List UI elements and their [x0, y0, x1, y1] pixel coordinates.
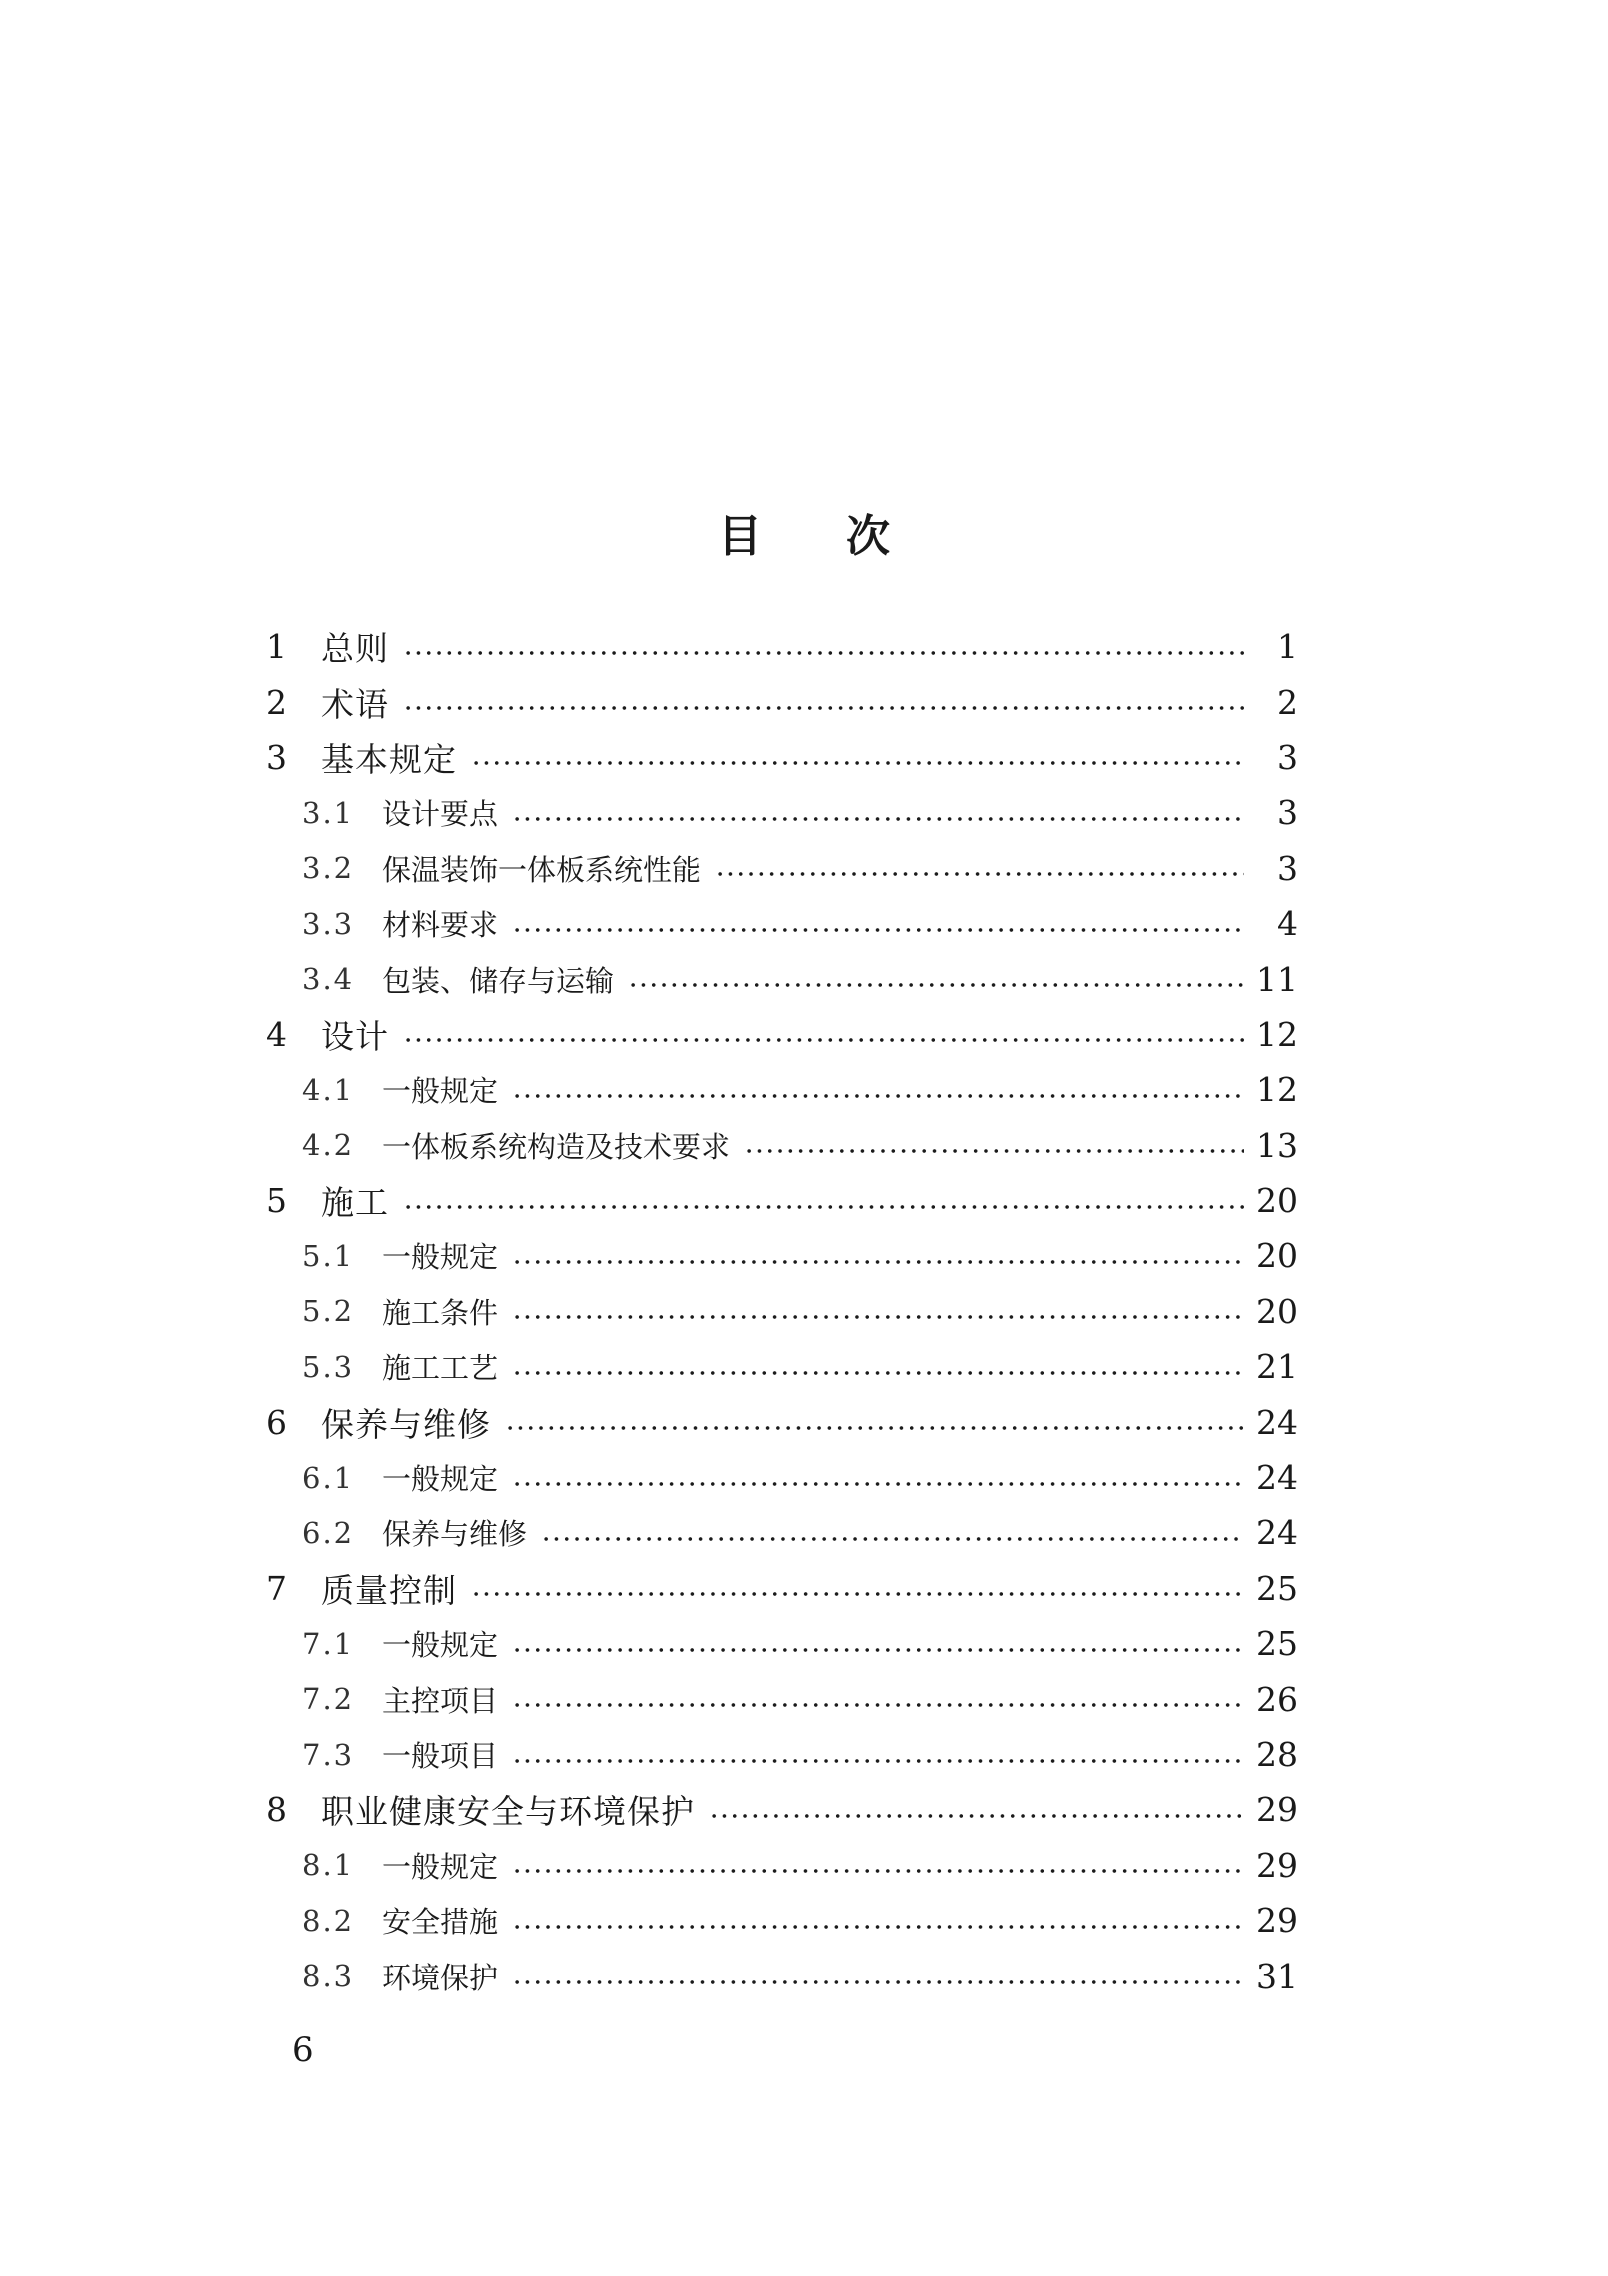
dot-leader — [541, 1536, 1244, 1542]
page-number: 6 — [292, 2030, 314, 2070]
toc-entry-number: 8.2 — [302, 1903, 355, 1938]
page-title: 目次 — [718, 511, 974, 563]
toc-entry-label: 保养与维修 — [321, 1404, 491, 1444]
toc-entry-number: 7.1 — [302, 1626, 355, 1661]
toc-section-entry[interactable] — [266, 1616, 1298, 1671]
toc-entry-number: 4.1 — [302, 1072, 355, 1107]
toc-section-entry[interactable] — [266, 1727, 1298, 1782]
dot-leader — [512, 1868, 1244, 1874]
toc-entry-label: 包装、储存与运输 — [382, 963, 615, 998]
dot-leader — [512, 927, 1244, 933]
toc-entry-page: 20 — [1256, 1291, 1298, 1331]
dot-leader — [512, 1702, 1244, 1708]
toc-entry-label: 施工 — [321, 1183, 389, 1223]
toc-entry-page: 29 — [1256, 1901, 1298, 1941]
toc-entry-page: 25 — [1256, 1624, 1298, 1664]
dot-leader — [471, 1591, 1244, 1597]
toc-entry-label: 一般规定 — [382, 1849, 499, 1884]
toc-section-entry[interactable] — [266, 785, 1298, 840]
toc-entry-label: 基本规定 — [321, 739, 457, 779]
toc-entry-number: 8.3 — [302, 1959, 355, 1994]
dot-leader — [715, 871, 1244, 877]
dot-leader — [628, 982, 1244, 988]
toc-entry-page: 13 — [1256, 1125, 1298, 1165]
dot-leader — [403, 1037, 1244, 1043]
toc-section-entry[interactable] — [266, 1505, 1298, 1560]
toc-entry-number: 3.1 — [302, 795, 355, 830]
dot-leader — [512, 1259, 1244, 1265]
dot-leader — [512, 816, 1244, 822]
dot-leader — [403, 650, 1244, 656]
toc-chapter-entry[interactable] — [266, 730, 1298, 785]
toc-section-entry[interactable] — [266, 1284, 1298, 1339]
toc-entry-label: 一体板系统构造及技术要求 — [382, 1129, 731, 1164]
toc-entry-page: 26 — [1256, 1679, 1298, 1719]
toc-entry-number: 3 — [266, 737, 287, 777]
toc-entry-label: 设计要点 — [382, 797, 499, 832]
toc-entry-number: 7.2 — [302, 1682, 355, 1717]
toc-entry-label: 术语 — [321, 684, 389, 724]
toc-entry-number: 5 — [266, 1181, 287, 1221]
toc-entry-page: 29 — [1256, 1845, 1298, 1885]
toc-entry-page: 1 — [1277, 627, 1298, 667]
toc-entry-page: 20 — [1256, 1181, 1298, 1221]
toc-chapter-entry[interactable] — [266, 1173, 1298, 1228]
toc-entry-page: 20 — [1256, 1236, 1298, 1276]
dot-leader — [512, 1979, 1244, 1985]
dot-leader — [512, 1093, 1244, 1099]
toc-entry-page: 4 — [1277, 904, 1298, 944]
toc-entry-page: 11 — [1256, 959, 1298, 999]
toc-entry-page: 21 — [1256, 1347, 1298, 1387]
toc-entry-page: 24 — [1256, 1513, 1298, 1553]
toc-entry-page: 29 — [1256, 1790, 1298, 1830]
dot-leader — [709, 1813, 1244, 1819]
toc-entry-number: 4.2 — [302, 1128, 355, 1163]
toc-entry-number: 8 — [266, 1790, 287, 1830]
toc-entry-label: 主控项目 — [382, 1683, 499, 1718]
toc-section-entry[interactable] — [266, 1450, 1298, 1505]
toc-entry-label: 保温装饰一体板系统性能 — [382, 852, 702, 887]
dot-leader — [403, 705, 1244, 711]
toc-entry-number: 2 — [266, 682, 287, 722]
toc-section-entry[interactable] — [266, 841, 1298, 896]
toc-entry-page: 28 — [1256, 1735, 1298, 1774]
toc-entry-number: 3.3 — [302, 906, 355, 941]
toc-entry-label: 设计 — [321, 1016, 389, 1056]
toc-entry-number: 7 — [266, 1568, 287, 1608]
toc-entry-page: 3 — [1277, 737, 1298, 777]
toc-entry-page: 25 — [1256, 1568, 1298, 1608]
toc-entry-label: 职业健康安全与环境保护 — [321, 1792, 695, 1832]
toc-section-entry[interactable] — [266, 1339, 1298, 1394]
toc-entry-page: 12 — [1256, 1070, 1298, 1110]
toc-entry-label: 一般规定 — [382, 1462, 499, 1497]
toc-entry-page: 31 — [1256, 1956, 1298, 1996]
toc-entry-page: 24 — [1256, 1458, 1298, 1498]
toc-section-entry[interactable] — [266, 1118, 1298, 1173]
toc-entry-number: 3.4 — [302, 962, 355, 997]
toc-entry-number: 3.2 — [302, 851, 355, 886]
toc-entry-number: 5.3 — [302, 1349, 355, 1384]
toc-section-entry[interactable] — [266, 1228, 1298, 1283]
toc-entry-label: 环境保护 — [382, 1960, 499, 1995]
dot-leader — [512, 1314, 1244, 1320]
toc-chapter-entry[interactable] — [266, 1782, 1298, 1837]
dot-leader — [512, 1924, 1244, 1930]
toc-entry-number: 6.1 — [302, 1460, 355, 1495]
dot-leader — [744, 1148, 1244, 1154]
toc-chapter-entry[interactable] — [266, 1007, 1298, 1062]
toc-chapter-entry[interactable] — [266, 1394, 1298, 1449]
toc-entry-label: 安全措施 — [382, 1905, 499, 1940]
toc-section-entry[interactable] — [266, 1948, 1298, 2003]
toc-chapter-entry[interactable] — [266, 619, 1298, 674]
toc-section-entry[interactable] — [266, 1671, 1298, 1726]
toc-entry-page: 12 — [1256, 1014, 1298, 1054]
toc-entry-number: 5.1 — [302, 1238, 355, 1273]
toc-section-entry[interactable] — [266, 1062, 1298, 1117]
dot-leader — [471, 760, 1244, 766]
toc-entry-number: 4 — [266, 1014, 287, 1054]
toc-entry-page: 2 — [1277, 682, 1298, 722]
toc-entry-number: 1 — [266, 627, 287, 667]
dot-leader — [512, 1758, 1244, 1764]
dot-leader — [403, 1204, 1244, 1210]
toc-section-entry[interactable] — [266, 896, 1298, 951]
toc-chapter-entry[interactable] — [266, 674, 1298, 729]
toc-entry-page: 3 — [1277, 793, 1298, 833]
toc-entry-label: 一般项目 — [382, 1739, 499, 1773]
toc-entry-page: 24 — [1256, 1402, 1298, 1442]
toc-entry-number: 5.2 — [302, 1294, 355, 1329]
toc-section-entry[interactable] — [266, 1893, 1298, 1948]
toc-section-entry[interactable] — [266, 951, 1298, 1006]
table-of-contents — [266, 619, 1298, 2004]
toc-entry-label: 一般规定 — [382, 1240, 499, 1275]
dot-leader — [512, 1481, 1244, 1487]
toc-entry-number: 7.3 — [302, 1737, 355, 1772]
toc-chapter-entry[interactable] — [266, 1561, 1298, 1616]
toc-entry-label: 材料要求 — [382, 908, 499, 943]
toc-section-entry[interactable] — [266, 1838, 1298, 1893]
dot-leader — [512, 1647, 1244, 1653]
dot-leader — [512, 1370, 1244, 1376]
toc-entry-label: 一般规定 — [382, 1074, 499, 1109]
toc-entry-number: 6 — [266, 1402, 287, 1442]
toc-entry-label: 保养与维修 — [382, 1517, 528, 1552]
toc-entry-number: 8.1 — [302, 1848, 355, 1883]
toc-entry-label: 施工工艺 — [382, 1351, 499, 1386]
dot-leader — [505, 1425, 1244, 1431]
toc-entry-label: 总则 — [321, 629, 389, 669]
toc-entry-label: 一般规定 — [382, 1628, 499, 1663]
toc-entry-number: 6.2 — [302, 1515, 355, 1550]
toc-entry-page: 3 — [1277, 848, 1298, 888]
toc-entry-label: 质量控制 — [321, 1570, 457, 1610]
toc-entry-label: 施工条件 — [382, 1295, 499, 1330]
